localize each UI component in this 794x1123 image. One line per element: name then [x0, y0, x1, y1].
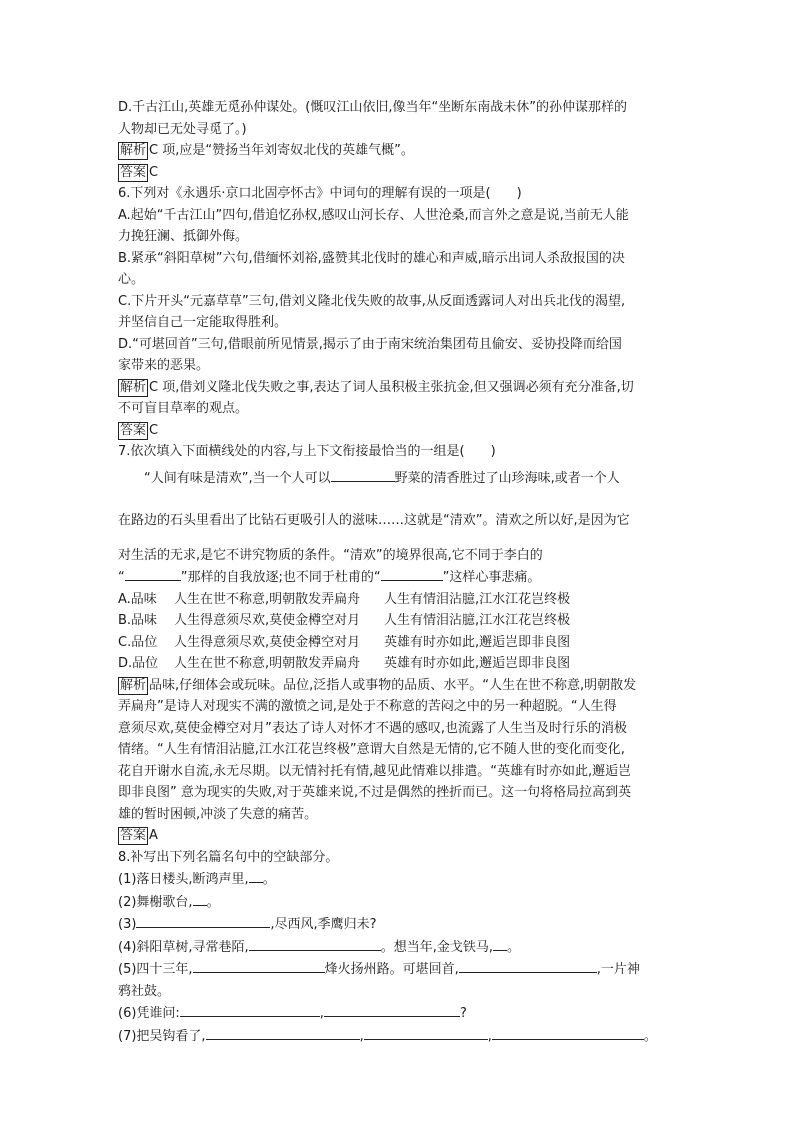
q8-text: (2)舞榭歌台,	[118, 894, 193, 910]
q6-option-d-line1: D.“可堪回首”三句,借眼前所见情景,揭示了由于南宋统治集团苟且偷安、妥协投降而给国	[118, 336, 622, 352]
q8-text: ,	[319, 1006, 324, 1021]
q7-analysis-text: 品味,仔细体会或玩味。品位,泛指人或事物的品质、水平。“人生在世不称意,明朝散发	[149, 677, 637, 693]
q7-answer-text: A	[149, 828, 158, 843]
blank-1	[331, 467, 395, 482]
q8-item-6	[118, 1002, 678, 1025]
q8-text: ,一片神	[596, 962, 640, 977]
q8-text: (3)	[118, 917, 137, 932]
answer-label: 答案	[120, 828, 147, 843]
q7-passage-text: “人间有味是清欢”,当一个人可以	[144, 470, 331, 486]
q7-option-b	[118, 610, 678, 632]
q8-text: 。	[262, 872, 276, 887]
q6-analysis-line1	[118, 377, 678, 399]
q7-passage-line3: 对生活的无求,是它不讲究物质的条件。“清欢”的境界很高,它不同于李白的	[118, 547, 543, 563]
answer-label: 答案	[120, 422, 147, 438]
q7-passage-text: ”那样的自我放逐;也不同于杜甫的“	[180, 570, 381, 585]
q7-analysis-line6: 即非良图” 意为现实的失败,对于英雄来说,不过是偶然的挫折而已。这一句将格局拉高到英	[118, 785, 632, 800]
q7-passage-text: ”这样心事悲痛。	[442, 570, 541, 585]
q5-option-d-line1: D.千古江山,英雄无觅孙仲谋处。(慨叹江山依旧,像当年“坐断东南战未休”的孙仲谋那样的	[118, 100, 627, 115]
q7-analysis-line1	[118, 675, 678, 697]
q8-item-2	[118, 891, 678, 914]
blank	[193, 958, 325, 973]
option-poem-1: 人生在世不称意,明朝散发弄扁舟	[174, 656, 361, 671]
blank	[364, 1025, 488, 1040]
q7-option-d	[118, 653, 678, 675]
blank	[136, 913, 270, 928]
q8-item-1	[118, 868, 678, 891]
q8-text: 。	[206, 894, 220, 910]
q8-item-3	[118, 913, 678, 936]
q5-option-d-line2: 人物却已无处寻觅了。)	[118, 121, 247, 137]
q6-analysis-line2: 不可盲目草率的观点。	[118, 401, 249, 416]
q7-answer	[118, 825, 678, 847]
q8-text: ?	[459, 1006, 467, 1021]
q6-option-a-line2: 力挽狂澜、抵御外侮。	[118, 229, 249, 244]
blank-3	[381, 566, 443, 581]
q6-option-c-line2: 并坚信自己一定能取得胜利。	[118, 315, 288, 330]
q7-analysis-line2: 弄扁舟”是诗人对现实不满的激愤之词,是处于不称意的苦闷之中的另一种超脱。“人生得	[118, 699, 617, 714]
q8-text: ,	[487, 1028, 492, 1044]
option-poem-2: 英雄有时亦如此,邂逅岂即非良图	[384, 634, 571, 650]
q6-option-a-line1: A.起始“千古江山”四句,借追忆孙权,感叹山河长存、人世沧桑,而言外之意是说,当前无人能	[118, 207, 629, 223]
q8-item-5	[118, 958, 678, 981]
option-poem-1: 人生得意须尽欢,莫使金樽空对月	[174, 634, 361, 650]
q8-text: ,尽西风,季鹰归未?	[270, 917, 377, 932]
analysis-label: 解析	[120, 677, 147, 693]
option-word: C.品位	[118, 634, 158, 650]
q7-option-a	[118, 589, 678, 611]
q6-option-d-line2: 家带来的恶果。	[118, 358, 210, 373]
q8-text: ,	[359, 1028, 364, 1044]
blank	[249, 936, 381, 951]
option-poem-1: 人生得意须尽欢,莫使金樽空对月	[174, 613, 361, 628]
blank	[492, 1025, 644, 1040]
answer-label: 答案	[120, 164, 147, 180]
q7-analysis-line5: 花自开谢水自流,永无尽期。以无情衬托有情,越见此情难以排遣。“英雄有时亦如此,邂逅岂	[118, 763, 632, 779]
q8-text: (5)四十三年,	[118, 962, 193, 977]
q8-item-7	[118, 1025, 678, 1048]
q8-text: 。	[506, 939, 520, 955]
option-poem-1: 人生在世不称意,明朝散发弄扁舟	[174, 591, 361, 607]
option-word: D.品位	[118, 656, 159, 671]
q7-analysis-line3: 意须尽欢,莫使金樽空对月”表达了诗人对怀才不遇的感叹,也流露了人生当及时行乐的消极	[118, 720, 628, 736]
blank	[459, 958, 597, 973]
blank	[206, 1025, 360, 1040]
q5-answer-text: C	[149, 164, 159, 180]
q7-passage-line1	[118, 463, 678, 495]
option-word: A.品味	[118, 591, 157, 607]
blank	[493, 936, 507, 951]
analysis-label: 解析	[120, 379, 147, 395]
q5-analysis-text: C 项,应是“赞扬当年刘寄奴北伐的英雄气概”。	[149, 143, 414, 158]
q6-analysis-text: C 项,借刘义隆北伐失败之事,表达了词人虽积极主张抗金,但又强调必须有充分准备,切	[149, 379, 634, 395]
q7-stem: 7.依次填入下面横线处的内容,与上下文衔接最恰当的一组是( )	[118, 444, 496, 459]
blank	[193, 891, 207, 906]
q8-text: (1)落日楼头,断鸿声里,	[118, 872, 249, 887]
q6-answer-text: C	[149, 422, 159, 438]
option-poem-2: 人生有情泪沾臆,江水江花岂终极	[384, 613, 571, 628]
q7-passage-text: “	[118, 570, 125, 585]
q6-answer	[118, 420, 678, 442]
q7-analysis-line4: 情绪。“人生有情泪沾臆,江水江花岂终极”意谓大自然是无情的,它不随人世的变化而变化,	[118, 742, 625, 757]
q7-passage-text: 野菜的清香胜过了山珍海味,或者一个人	[394, 470, 620, 486]
q7-option-c	[118, 632, 678, 654]
q6-option-c-line1: C.下片开头“元嘉草草”三句,借刘义隆北伐失败的故事,从反面透露词人对出兵北伐的渴望,	[118, 293, 626, 309]
q8-item-4	[118, 936, 678, 959]
q8-text: (7)把吴钩看了,	[118, 1028, 206, 1044]
blank-2	[125, 566, 181, 581]
q8-text: (6)凭谁问:	[118, 1006, 180, 1021]
q8-stem: 8.补写出下列名篇名句中的空缺部分。	[118, 849, 339, 865]
option-word: B.品味	[118, 613, 158, 628]
q5-analysis	[118, 140, 678, 162]
q7-analysis-line7: 雄的暂时困顿,冲淡了失意的痛苦。	[118, 806, 318, 822]
q7-passage-line2: 在路边的石头里看出了比钻石更吸引人的滋味……这就是“清欢”。清欢之所以好,是因为它	[118, 512, 630, 528]
q6-option-b-line2: 心。	[118, 272, 145, 287]
q8-item-5-cont: 鸦社鼓。	[118, 983, 171, 999]
blank	[180, 1002, 320, 1017]
analysis-label: 解析	[120, 143, 147, 158]
q8-text: (4)斜阳草树,寻常巷陌,	[118, 939, 249, 955]
q6-stem: 6.下列对《永遇乐·京口北固亭怀古》中词句的理解有误的一项是( )	[118, 186, 522, 201]
q7-passage-line4	[118, 566, 678, 589]
q8-text: 。想当年,金戈铁马,	[380, 939, 493, 955]
q6-option-b-line1: B.紧承“斜阳草树”六句,借缅怀刘裕,盛赞其北伐时的雄心和声威,暗示出词人杀敌报国的决	[118, 250, 625, 266]
document-page	[118, 97, 678, 1047]
blank	[249, 868, 263, 883]
option-poem-2: 人生有情泪沾臆,江水江花岂终极	[384, 591, 571, 607]
q5-answer	[118, 162, 678, 184]
option-poem-2: 英雄有时亦如此,邂逅岂即非良图	[384, 656, 571, 671]
q8-text: 。	[643, 1028, 657, 1044]
blank	[324, 1002, 460, 1017]
q8-text: 烽火扬州路。可堪回首,	[324, 962, 459, 977]
